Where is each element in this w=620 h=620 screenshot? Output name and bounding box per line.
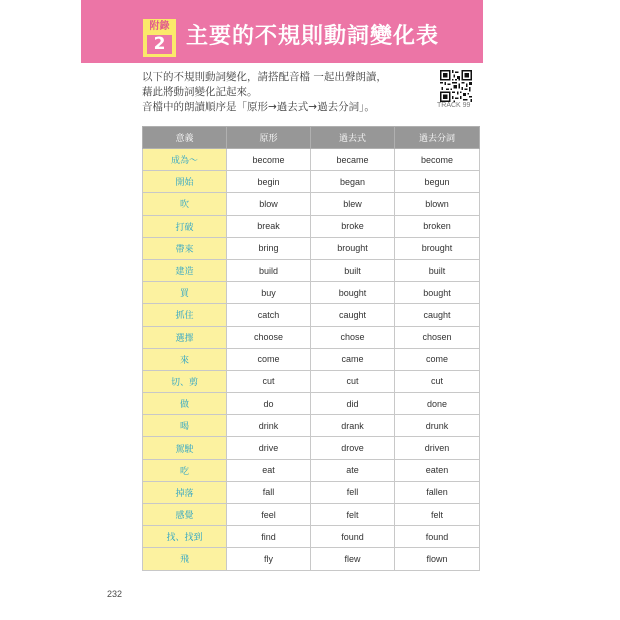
table-row (143, 171, 480, 193)
past-participle-cell: fallen (395, 481, 480, 503)
past-tense-cell: cut (311, 370, 395, 392)
table-row (143, 504, 480, 526)
table-row (143, 326, 480, 348)
table-row (143, 348, 480, 370)
past-tense-cell: flew (311, 548, 395, 570)
past-tense-cell: ate (311, 459, 395, 481)
base-form-cell: feel (227, 504, 311, 526)
past-tense-cell: fell (311, 481, 395, 503)
past-participle-cell: driven (395, 437, 480, 459)
meaning-cell: 買 (143, 282, 227, 304)
past-participle-cell: found (395, 526, 480, 548)
table-row (143, 481, 480, 503)
table-row (143, 548, 480, 570)
intro-line: 以下的不規則動詞變化，請搭配音檔 一起出聲朗讀， (142, 71, 387, 83)
past-tense-cell: drove (311, 437, 395, 459)
past-participle-cell: broken (395, 215, 480, 237)
base-form-cell: begin (227, 171, 311, 193)
past-participle-cell: chosen (395, 326, 480, 348)
page-number: 232 (107, 589, 123, 599)
table-row (143, 149, 480, 171)
past-tense-cell: chose (311, 326, 395, 348)
base-form-cell: come (227, 348, 311, 370)
intro-line: 藉此將動詞變化記起來。 (142, 86, 258, 98)
base-form-cell: drive (227, 437, 311, 459)
irregular-verb-table (142, 126, 480, 571)
header-meaning: 意義 (143, 127, 227, 149)
past-tense-cell: became (311, 149, 395, 171)
table-row (143, 215, 480, 237)
qr-code-icon[interactable] (440, 70, 472, 102)
base-form-cell: fall (227, 481, 311, 503)
meaning-cell: 成為～ (143, 149, 227, 171)
table-row (143, 459, 480, 481)
meaning-cell: 做 (143, 393, 227, 415)
past-participle-cell: flown (395, 548, 480, 570)
meaning-cell: 喝 (143, 415, 227, 437)
table-row (143, 415, 480, 437)
base-form-cell: catch (227, 304, 311, 326)
table-row (143, 304, 480, 326)
table-row (143, 259, 480, 281)
table-row (143, 526, 480, 548)
base-form-cell: do (227, 393, 311, 415)
meaning-cell: 開始 (143, 171, 227, 193)
base-form-cell: buy (227, 282, 311, 304)
track-label: TRACK 99 (437, 102, 471, 109)
base-form-cell: choose (227, 326, 311, 348)
appendix-label: 附錄 (149, 21, 170, 32)
meaning-cell: 吃 (143, 459, 227, 481)
past-tense-cell: bought (311, 282, 395, 304)
base-form-cell: drink (227, 415, 311, 437)
past-tense-cell: felt (311, 504, 395, 526)
base-form-cell: find (227, 526, 311, 548)
table-header-row (143, 127, 480, 149)
table-row (143, 237, 480, 259)
past-tense-cell: built (311, 259, 395, 281)
past-tense-cell: did (311, 393, 395, 415)
meaning-cell: 選擇 (143, 326, 227, 348)
past-participle-cell: become (395, 149, 480, 171)
meaning-cell: 駕駛 (143, 437, 227, 459)
past-participle-cell: brought (395, 237, 480, 259)
base-form-cell: eat (227, 459, 311, 481)
past-participle-cell: felt (395, 504, 480, 526)
base-form-cell: blow (227, 193, 311, 215)
meaning-cell: 切、剪 (143, 370, 227, 392)
intro-line: 音檔中的朗讀順序是「原形→過去式→過去分詞」。 (142, 101, 375, 113)
meaning-cell: 打破 (143, 215, 227, 237)
meaning-cell: 感覺 (143, 504, 227, 526)
past-participle-cell: done (395, 393, 480, 415)
meaning-cell: 掉落 (143, 481, 227, 503)
page-title: 主要的不規則動詞變化表 (186, 24, 440, 49)
meaning-cell: 來 (143, 348, 227, 370)
table-row (143, 393, 480, 415)
past-tense-cell: brought (311, 237, 395, 259)
past-participle-cell: eaten (395, 459, 480, 481)
past-participle-cell: drunk (395, 415, 480, 437)
intro-text (142, 70, 432, 115)
table-row (143, 437, 480, 459)
base-form-cell: bring (227, 237, 311, 259)
table-row (143, 282, 480, 304)
past-participle-cell: come (395, 348, 480, 370)
base-form-cell: break (227, 215, 311, 237)
past-participle-cell: cut (395, 370, 480, 392)
meaning-cell: 帶來 (143, 237, 227, 259)
base-form-cell: become (227, 149, 311, 171)
past-tense-cell: began (311, 171, 395, 193)
table-row (143, 370, 480, 392)
past-tense-cell: came (311, 348, 395, 370)
past-tense-cell: broke (311, 215, 395, 237)
table-row (143, 193, 480, 215)
base-form-cell: cut (227, 370, 311, 392)
header-base-form: 原形 (227, 127, 311, 149)
appendix-number: 2 (147, 35, 172, 54)
past-tense-cell: found (311, 526, 395, 548)
past-participle-cell: bought (395, 282, 480, 304)
past-participle-cell: begun (395, 171, 480, 193)
base-form-cell: build (227, 259, 311, 281)
meaning-cell: 抓住 (143, 304, 227, 326)
meaning-cell: 飛 (143, 548, 227, 570)
past-tense-cell: caught (311, 304, 395, 326)
past-participle-cell: built (395, 259, 480, 281)
past-participle-cell: caught (395, 304, 480, 326)
meaning-cell: 吹 (143, 193, 227, 215)
header-past-tense: 過去式 (311, 127, 395, 149)
meaning-cell: 找、找到 (143, 526, 227, 548)
past-tense-cell: blew (311, 193, 395, 215)
table-body (143, 149, 480, 571)
past-participle-cell: blown (395, 193, 480, 215)
base-form-cell: fly (227, 548, 311, 570)
past-tense-cell: drank (311, 415, 395, 437)
appendix-badge (143, 19, 176, 57)
meaning-cell: 建造 (143, 259, 227, 281)
header-past-participle: 過去分詞 (395, 127, 480, 149)
